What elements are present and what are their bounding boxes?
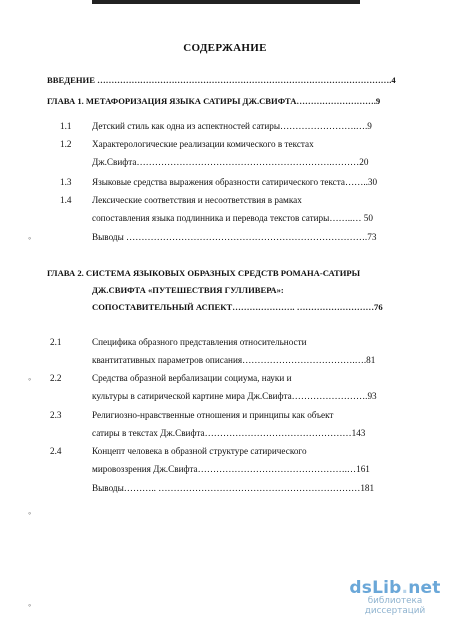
scan-hole-mark: ◦ — [28, 600, 32, 610]
toc-section-2-3-line1: Религиозно-нравственные отношения и принципы как объект — [92, 410, 334, 420]
toc-section-1-3: Языковые средства выражения образности сатирического текста……..30 — [92, 177, 378, 187]
toc-section-2-4-line2: мировоззрения Дж.Свифта………………………………………….…161 — [92, 464, 370, 474]
toc-section-2-3-number: 2.3 — [50, 410, 62, 420]
top-scan-rule — [92, 0, 360, 4]
toc-chapter-2-line3: СОПОСТАВИТЕЛЬНЫЙ АСПЕКТ…………………. ………………………76 — [92, 302, 383, 312]
toc-section-1-1: Детский стиль как одна из аспектностей сатиры…………………….….9 — [92, 121, 372, 131]
toc-section-1-2-number: 1.2 — [60, 139, 72, 149]
toc-section-1-4-line1: Лексические соответствия и несоответствия в рамках — [92, 195, 302, 205]
dslib-logo: dsLib.net — [349, 578, 441, 598]
toc-section-1-3-number: 1.3 — [60, 177, 72, 187]
toc-chapter-2-line1: ГЛАВА 2. СИСТЕМА ЯЗЫКОВЫХ ОБРАЗНЫХ СРЕДСТВ РОМАНА-САТИРЫ — [47, 268, 361, 278]
scan-hole-mark: ◦ — [28, 374, 32, 384]
toc-section-2-1-line1: Специфика образного представления относительности — [92, 337, 307, 347]
toc-section-1-2-line1: Характерологические реализации комического в текстах — [92, 139, 314, 149]
scan-hole-mark: ◦ — [28, 508, 32, 518]
toc-section-2-3-line2: сатиры в текстах Дж.Свифта…………………………………………143 — [92, 428, 366, 438]
toc-chapter-2-line2: ДЖ.СВИФТА «ПУТЕШЕСТВИЯ ГУЛЛИВЕРА»: — [92, 285, 284, 295]
toc-section-1-4-line2: сопоставления языка подлинника и перевода текстов сатиры……..… 50 — [92, 213, 373, 223]
toc-section-2-2-number: 2.2 — [50, 373, 62, 383]
toc-introduction: ВВЕДЕНИЕ ………………………………………………………………………………………….4 — [47, 75, 396, 85]
toc-section-2-1-line2: квантитативных параметров описания……………………………….….81 — [92, 355, 376, 365]
toc-chapter-2-conclusions: Выводы……….. …………………………………………………………181 — [92, 483, 375, 493]
toc-section-2-4-line1: Концепт человека в образной структуре сатирического — [92, 446, 307, 456]
page-title: СОДЕРЖАНИЕ — [183, 42, 267, 54]
scan-hole-mark: ◦ — [28, 233, 32, 243]
toc-section-1-1-number: 1.1 — [60, 121, 72, 131]
toc-chapter-1-conclusions: Выводы …………………………………………………………………….73 — [92, 232, 377, 242]
toc-section-1-2-line2: Дж.Свифта……………………………………………………….………20 — [92, 157, 369, 167]
dslib-subtitle: библиотека диссертаций — [364, 596, 426, 616]
toc-section-2-1-number: 2.1 — [50, 337, 62, 347]
dslib-watermark — [344, 578, 446, 616]
toc-section-2-2-line1: Средства образной вербализации социума, науки и — [92, 373, 292, 383]
toc-section-2-2-line2: культуры в сатирической картине мира Дж.Свифта…………………….93 — [92, 391, 377, 401]
toc-chapter-1: ГЛАВА 1. МЕТАФОРИЗАЦИЯ ЯЗЫКА САТИРЫ ДЖ.СВИФТА……………………….9 — [47, 96, 381, 106]
toc-section-1-4-number: 1.4 — [60, 195, 72, 205]
toc-section-2-4-number: 2.4 — [50, 446, 62, 456]
